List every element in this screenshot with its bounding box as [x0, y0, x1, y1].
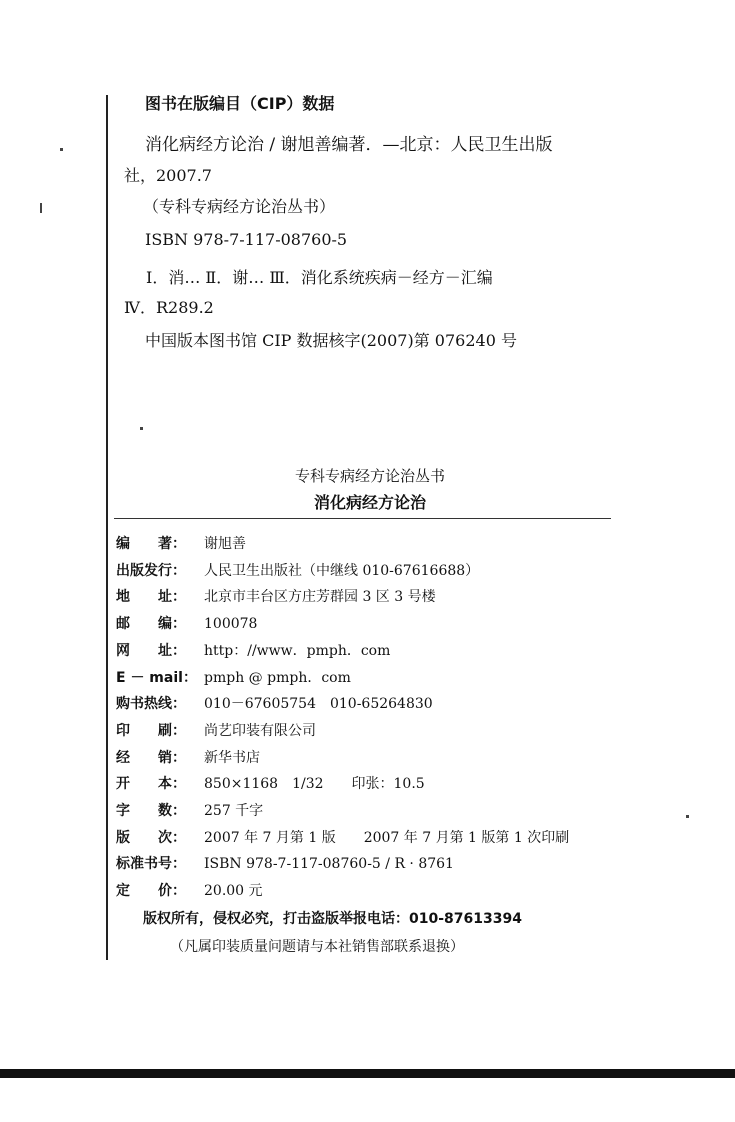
detail-row	[116, 615, 257, 633]
scan-speck	[140, 427, 143, 430]
scan-speck	[40, 203, 42, 213]
cip-line-1: 消化病经方论治 / 谢旭善编著．—北京：人民卫生出版	[145, 135, 553, 155]
cip-line-4: ISBN 978-7-117-08760-5	[145, 230, 348, 249]
detail-value: pmph @ pmph．com	[204, 669, 351, 686]
detail-value: 850×1168 1/32 印张：10.5	[204, 776, 425, 793]
detail-row	[116, 749, 260, 767]
detail-value: 人民卫生出版社（中继线 010-67616688）	[204, 562, 480, 579]
detail-value: 尚艺印装有限公司	[204, 722, 316, 739]
detail-value: 010－67605754 010-65264830	[204, 696, 433, 713]
cip-heading: 图书在版编目（CIP）数据	[145, 94, 335, 113]
detail-row	[116, 882, 263, 900]
detail-label: 地 址：	[116, 589, 186, 606]
detail-label: 印 刷：	[116, 722, 186, 739]
cip-line-3: （专科专病经方论治丛书）	[143, 197, 336, 216]
margin-line	[106, 95, 108, 960]
detail-row	[116, 642, 390, 660]
detail-value: 100078	[204, 616, 258, 633]
detail-row	[116, 722, 316, 740]
detail-label: E － mail：	[116, 669, 197, 686]
series-title: 专科专病经方论治丛书	[294, 467, 445, 485]
detail-row	[116, 829, 569, 847]
detail-row	[116, 802, 263, 820]
detail-label: 编 著：	[116, 536, 186, 552]
detail-row	[116, 588, 436, 606]
copyright-notice: 版权所有，侵权必究，打击盗版举报电话：010-87613394	[143, 911, 522, 927]
detail-label: 定 价：	[116, 883, 186, 900]
return-note: （凡属印装质量问题请与本社销售部联系退换）	[170, 939, 464, 955]
detail-value: 北京市丰台区方庄芳群园 3 区 3 号楼	[204, 589, 436, 606]
detail-value: 新华书店	[204, 749, 260, 766]
cip-line-2: 社，2007.7	[124, 166, 212, 185]
detail-label: 字 数：	[116, 803, 186, 819]
detail-value: 谢旭善	[204, 536, 246, 552]
detail-label: 版 次：	[116, 829, 186, 846]
detail-value: ISBN 978-7-117-08760-5 / R · 8761	[204, 856, 454, 873]
book-title: 消化病经方论治	[313, 493, 426, 512]
scan-speck	[60, 148, 63, 151]
detail-value: http：//www．pmph．com	[204, 642, 391, 659]
detail-row	[116, 669, 351, 687]
detail-label: 经 销：	[116, 749, 186, 766]
detail-label: 邮 编：	[116, 616, 186, 633]
cip-line-6: Ⅳ．R289.2	[124, 298, 214, 317]
bottom-bar	[0, 1069, 735, 1078]
detail-row	[116, 775, 425, 793]
cip-line-7: 中国版本图书馆 CIP 数据核字(2007)第 076240 号	[145, 331, 517, 350]
detail-row	[116, 695, 433, 713]
detail-label: 网 址：	[116, 642, 186, 659]
detail-row	[116, 855, 454, 873]
detail-row	[116, 562, 479, 580]
detail-label: 标准书号：	[116, 856, 186, 873]
cip-line-5: Ⅰ．消… Ⅱ．谢… Ⅲ．消化系统疾病－经方－汇编	[146, 268, 493, 287]
scan-speck	[686, 815, 689, 818]
detail-value: 2007 年 7 月第 1 版 2007 年 7 月第 1 版第 1 次印刷	[204, 829, 570, 846]
detail-value: 257 千字	[204, 803, 264, 819]
detail-label: 出版发行：	[116, 562, 186, 579]
detail-value: 20.00 元	[204, 883, 263, 900]
title-rule	[114, 518, 611, 519]
detail-label: 购书热线：	[116, 696, 186, 713]
detail-label: 开 本：	[116, 776, 186, 793]
detail-row	[116, 535, 246, 553]
